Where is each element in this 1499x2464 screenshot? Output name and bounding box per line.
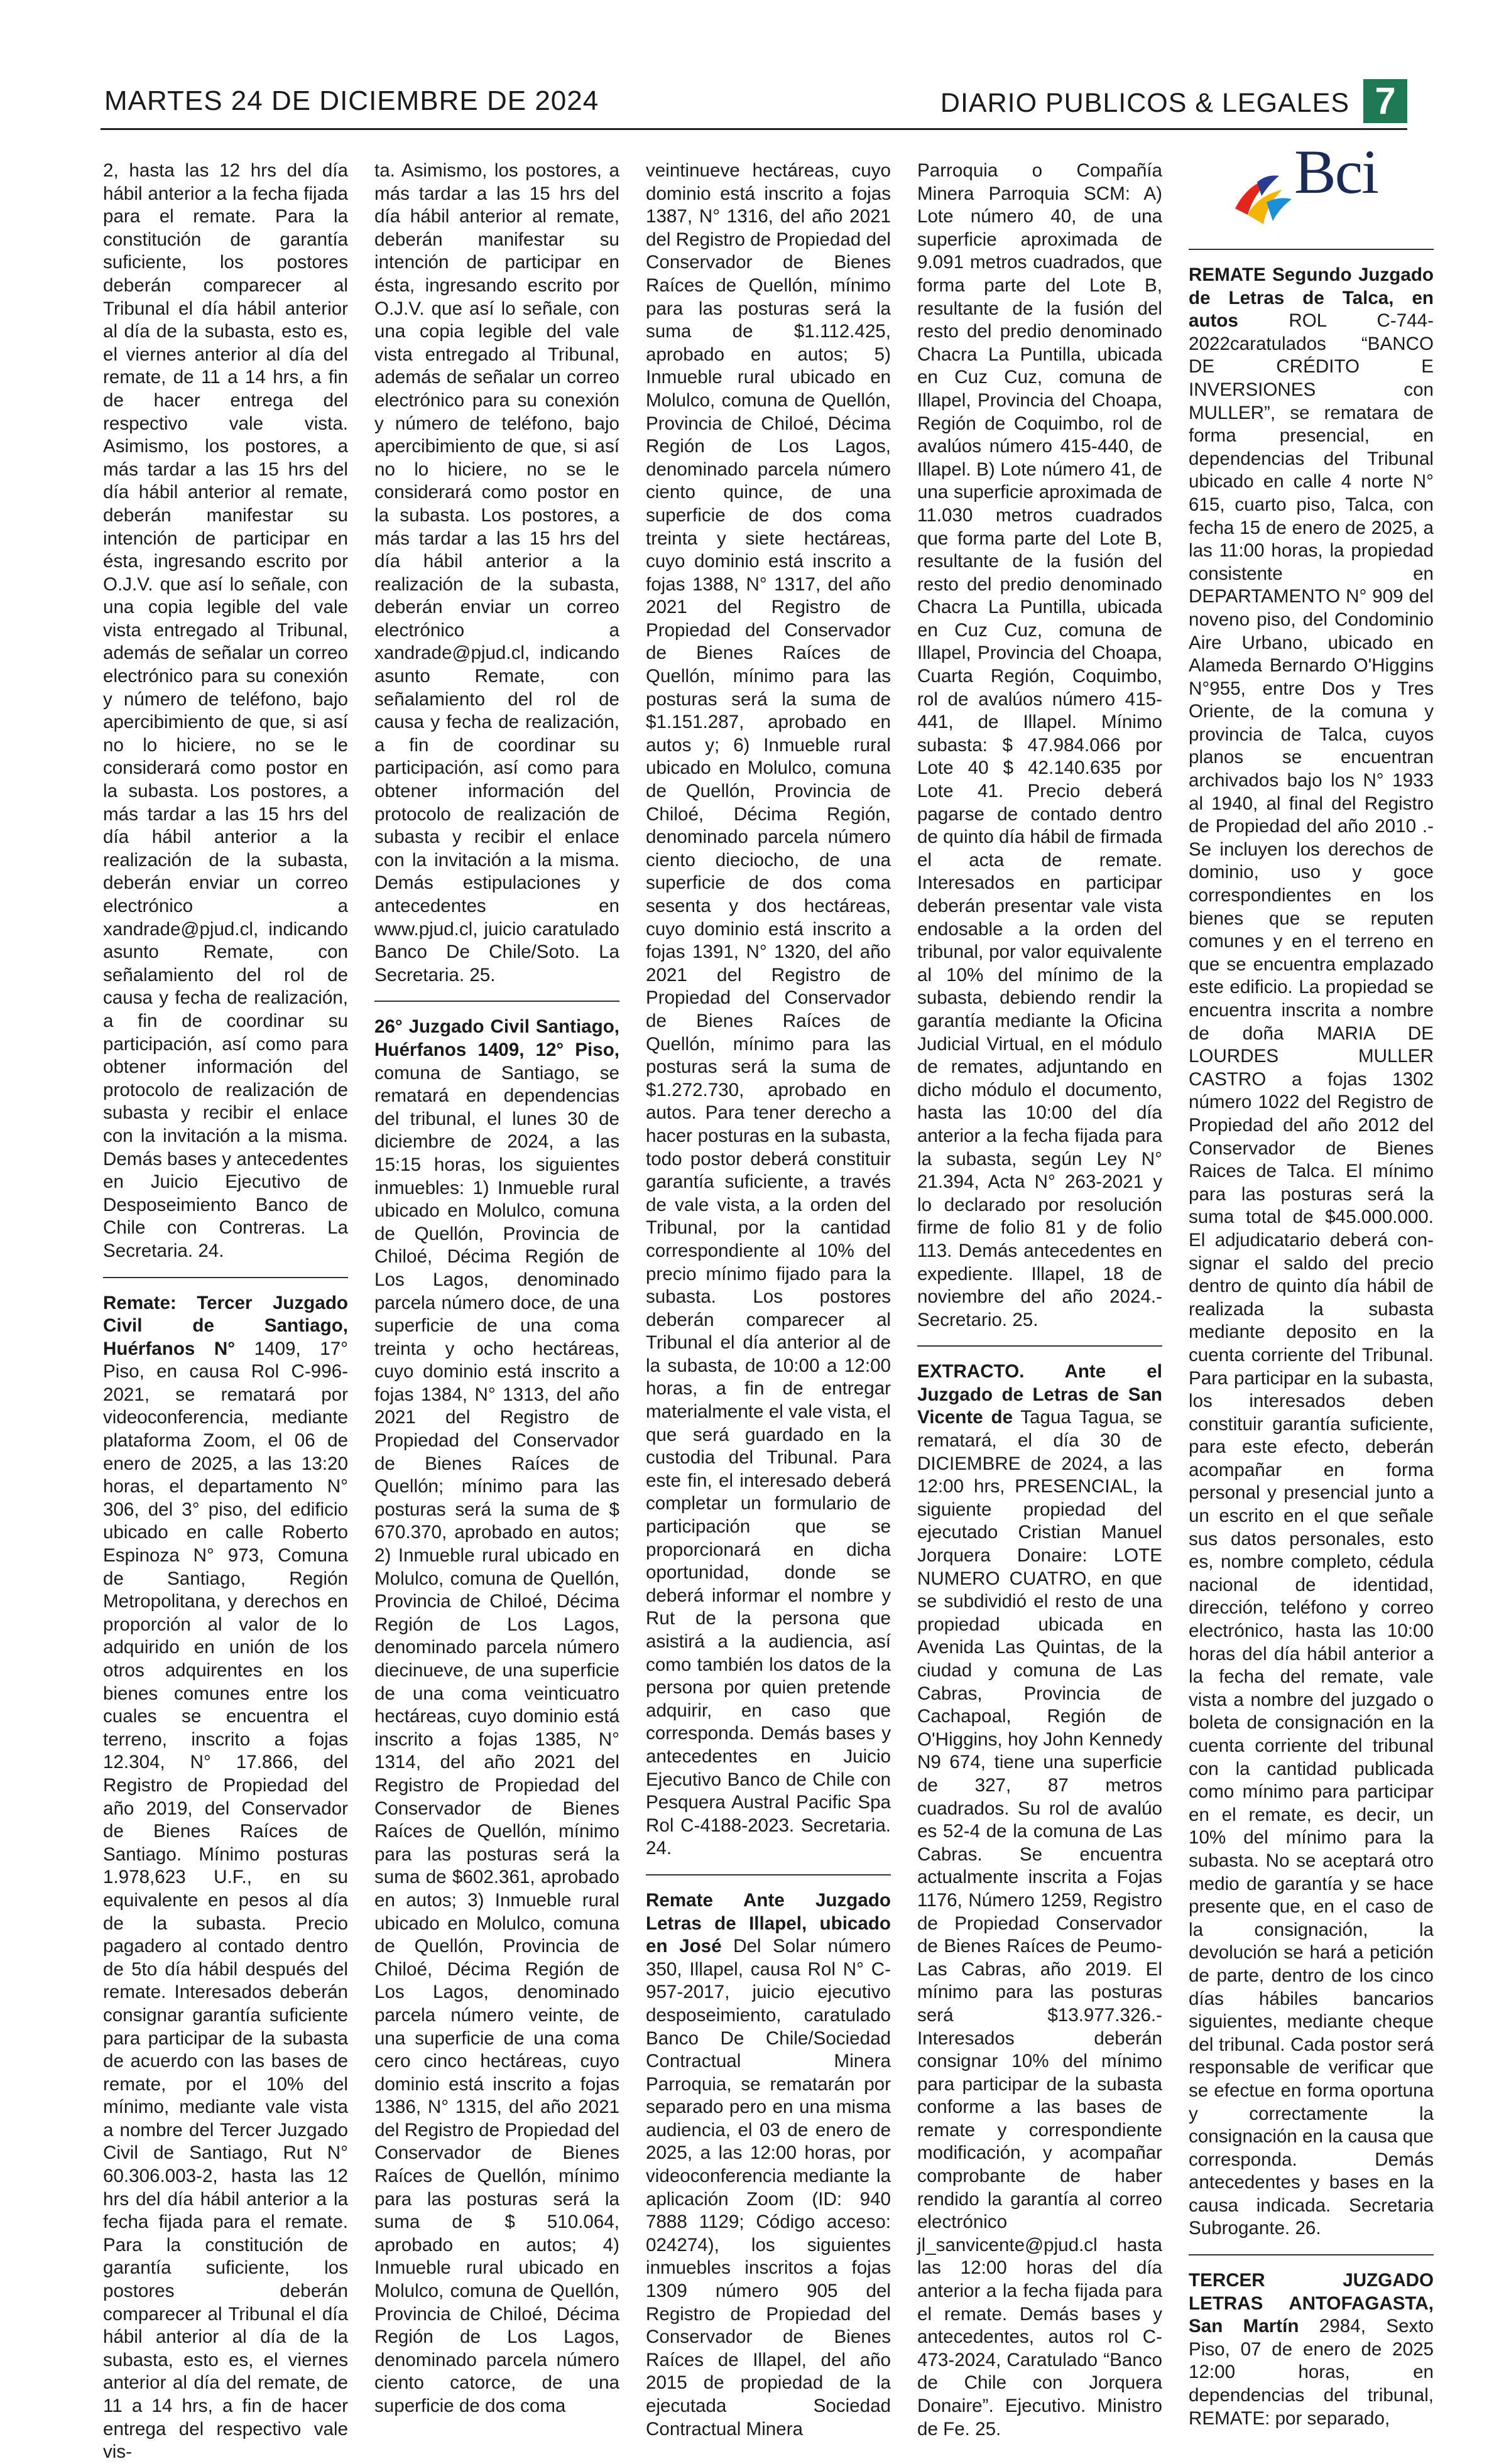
- notice-heading: Remate Ante Juzgado Letras de Illapel, ubicado en José: [646, 1889, 891, 1957]
- column-3: [646, 160, 891, 2441]
- notice-juzgado-illapel: [646, 1889, 891, 2441]
- notice-divider: [917, 1345, 1162, 1347]
- column-5: [1189, 137, 1434, 2430]
- notice-san-vicente: [917, 1360, 1162, 2441]
- notice-continued: Parroquia o Compañía Minera Parroquia SCM: A) Lote número 40, de una superficie aproximada de 9.091 metros cuadrados, que forma parte del Lote B, resultante de la fusión del resto del predio denominado Chacra La Puntilla, ubicada en Cuz Cuz, comuna de Illapel, Provincia del Choapa, Región de Coquimbo, rol de avalúos número 415-440, de Illapel. B) Lote número 41, de una superficie aproximada de 11.030 metros cuadrados que forma parte del Lote B, resultante de la fusión del resto del predio denominado Chacra La Puntilla, ubicada en Cuz Cuz, comuna de Illapel, Provincia del Choapa, Cuarta Región, Coquimbo, rol de avalúos número 415-441, de Illapel. Mínimo subasta: $ 47.984.066 por Lote 40 $ 42.140.635 por Lote 41. Precio deberá pagarse de contado dentro de quinto día hábil de firmada el acta de remate. Interesados en participar deberán presentar vale vista endosable a la orden del tribunal, por valor equivalente al 10% del mínimo de la subasta, debiendo rendir la garantía mediante la Oficina Judicial Virtual, en el módulo de remates, adjuntando en dicho módulo el documento, hasta las 10:00 del día anterior a la fecha fijada para la subasta, según Ley N° 21.394, Acta N° 263-2021 y lo declarado por resolución firme de folio 81 y de folio 113. Demás antecedentes en expediente. Illapel, 18 de noviembre del año 2024.- Secretario. 25.: [917, 160, 1162, 1330]
- notice-body: comuna de Santiago, se rematará en dependencias del tribunal, el lunes 30 de diciembre de 2024, a las 15:15 horas, los siguientes inmuebles: 1) Inmueble rural ubicado en Molulco, comuna de Quellón, Provincia de Chiloé, Décima Región de Los Lagos, denominado parcela número doce, de una superficie de una coma treinta y ocho hectáreas, cuyo dominio está inscrito a fojas 1384, N° 1313, del año 2021 del Registro de Propiedad del Conservador de Bienes Raíces de Quellón; mínimo para las posturas será la suma de $ 670.370, aprobado en autos; 2) Inmueble rural ubicado en Molulco, comuna de Quellón, Provincia de Chiloé, Décima Región de Los Lagos, denominado parcela número diecinueve, de una superficie de una coma veinticuatro hectáreas, cuyo dominio está inscrito a fojas 1385, N° 1314, del año 2021 del Registro de Propiedad del Conservador de Bienes Raíces de Quellón, mínimo para las posturas será la suma de $602.361, aprobado en autos; 3) Inmueble rural ubicado en Molulco, comuna de Quellón, Provincia de Chiloé, Décima Región de Los Lagos, denominado parcela número veinte, de una superficie de una coma cero cinco hectáreas, cuyo dominio está inscrito a fojas 1386, N° 1315, del año 2021 del Registro de Propiedad del Conservador de Bienes Raíces de Quellón, mínimo para las posturas será la suma de $ 510.064, aprobado en autos; 4) Inmueble rural ubicado en Molulco, comuna de Quellón, Provincia de Chiloé, Décima Región de Los Lagos, denominado parcela número ciento catorce, de una superficie de dos coma: [374, 1062, 619, 2416]
- page-number: 7: [1363, 79, 1407, 123]
- notice-heading: TERCER JUZGADO LETRAS ANTOFAGASTA, San Martín: [1189, 2270, 1434, 2337]
- bci-logo: [1189, 137, 1434, 235]
- notice-tercer-juzgado-antofagasta: [1189, 2269, 1434, 2430]
- notice-heading: Remate: Tercer Juzgado Civil de Santiago, Huérfanos N°: [103, 1292, 348, 1359]
- publication-name: DIARIO PUBLICOS & LEGALES: [940, 88, 1349, 118]
- notice-body: ROL C-744-2022caratulados “BANCO DE CRÉDITO E INVERSIONES con MULLER”, se rematara de forma presencial, en dependencias del Tribunal ubicado en calle 4 norte N° 615, cuarto piso, Talca, con fecha 15 de enero de 2025, a las 11:00 horas, la propiedad consistente en DEPARTAMENTO N° 909 del noveno piso, del Condominio Aire Urbano, ubicado en Alameda Bernardo O'Higgins N°955, entre Dos y Tres Oriente, de la comuna y provincia de Talca, cuyos planos se encuentran archivados bajo los N° 1933 al 1940, al final del Registro de Propiedad del año 2010 .- Se incluyen los derechos de dominio, uso y goce correspondientes en los bienes que se reputen comunes y en el terreno en que se encuentra emplazado este edificio. La propiedad se encuentra inscrita a nombre de doña MARIA DE LOURDES MULLER CASTRO a fojas 1302 número 1022 del Registro de Propiedad del año 2012 del Conservador de Bienes Raices de Talca. El mínimo para las posturas será la suma total de $45.000.000. El adjudicatario deberá con- signar el saldo del precio dentro de quinto día hábil de realizada la subasta mediante deposito en la cuenta corriente del Tribunal. Para participar en la subasta, los interesados deben constituir garantía suficiente, para este efecto, deberán acompañar en forma personal y presencial junto a un escrito en el que señale sus datos personales, esto es, nombre completo, cédula nacional de identidad, dirección, teléfono y correo electrónico, hasta las 10:00 horas del día hábil anterior a la fecha del remate, vale vista a nombre del juzgado o boleta de consignación en la cuenta corriente del tribunal con la cantidad publicada como mínimo para participar en el remate, es decir, un 10% del mínimo para la subasta. No se aceptará otro medio de garantía y se hace presente que, en el caso de la consignación, la devolución se hará a petición de parte, dentro de los cinco días hábiles bancarios siguientes, mediante cheque del tribunal. Cada postor será responsable de verificar que se efectue en forma oportuna y correctamente la consignación en la causa que corresponda. Demás antecedentes y bases en la causa indicada. Secretaria Subrogante. 26.: [1189, 310, 1434, 2239]
- column-1: [103, 160, 348, 2464]
- notice-heading: REMATE Segundo Juzgado de Letras de Talca, en autos: [1189, 264, 1434, 332]
- notice-continued: ta. Asimismo, los postores, a más tardar a las 15 hrs del día hábil anterior al remate, deberán manifestar su intención de participar en ésta, ingresando escrito por O.J.V. que así lo señale, con una copia legible del vale vista entregado al Tribunal, además de señalar un correo electrónico para su conexión y número de teléfono, bajo apercibimiento de que, si así no lo hiciere, no se le considerará como postor en la subasta. Los postores, a más tardar a las 15 hrs del día hábil anterior a la realización de la subasta, deberán enviar un correo electrónico a xandrade@pjud.cl, indicando asunto Remate, con señalamiento del rol de causa y fecha de realización, a fin de coordinar su participación, así como para obtener información del protocolo de realización de subasta y recibir el enlace con la invitación a la misma. Demás estipulaciones y antecedentes en www.pjud.cl, juicio caratulado Banco De Chile/Soto. La Secretaria. 25.: [374, 160, 619, 985]
- notice-divider: [374, 1001, 619, 1002]
- notice-divider: [103, 1277, 348, 1278]
- notice-tercer-juzgado-santiago: [103, 1292, 348, 2464]
- notice-divider: [646, 1874, 891, 1875]
- bci-logo-text: Bci: [1294, 137, 1378, 207]
- bci-logo-mark-icon: [1229, 171, 1298, 229]
- notice-divider: [1189, 249, 1434, 250]
- notice-segundo-juzgado-talca: [1189, 264, 1434, 2240]
- header-rule: [101, 128, 1407, 130]
- column-4: [917, 160, 1162, 2441]
- notice-continued: 2, hasta las 12 hrs del día hábil anterior a la fecha fijada para el remate. Para la constitución de garantía suficiente, los postores deberán comparecer al Tribunal el día hábil anterior al día de la subasta, esto es, el viernes anterior al día del remate, de 11 a 14 hrs, a fin de hacer entrega del respectivo vale vista. Asimismo, los postores, a más tardar a las 15 hrs del día hábil anterior al remate, deberán manifestar su intención de participar en ésta, ingresando escrito por O.J.V. que así lo señale, con una copia legible del vale vista entregado al Tribunal, además de señalar un correo electrónico para su conexión y número de teléfono, bajo apercibimiento de que, si así no lo hiciere, no se le considerará como postor en la subasta. Los postores, a más tardar a las 15 hrs del día hábil anterior a la realización de la subasta, deberán enviar un correo electrónico a xandrade@pjud.cl, indicando asunto Remate, con señalamiento del rol de causa y fecha de realización, a fin de coordinar su participación, así como para obtener información del protocolo de realización de subasta y recibir el enlace con la invitación a la misma. Demás bases y antecedentes en Juicio Ejecutivo de Desposeimiento Banco de Chile con Contreras. La Secretaria. 24.: [103, 160, 348, 1261]
- column-2: [374, 160, 619, 2418]
- issue-date: MARTES 24 DE DICIEMBRE DE 2024: [104, 85, 599, 116]
- notice-heading: 26° Juzgado Civil Santiago, Huérfanos 1409, 12° Piso,: [374, 1016, 619, 1060]
- notice-body: 2984, Sexto Piso, 07 de enero de 2025 12:00 horas, en dependencias del tribunal, REMATE: por separado,: [1189, 2316, 1434, 2429]
- notice-body: Tagua Tagua, se rematará, el día 30 de DICIEMBRE de 2024, a las 12:00 hrs, PRESENCIAL, la siguiente propiedad del ejecutado Cristian Manuel Jorquera Donaire: LOTE NUMERO CUATRO, en que se subdividió el resto de una propiedad ubicada en Avenida Las Quintas, de la ciudad y comuna de Las Cabras, Provincia de Cachapoal, Región de O'Higgins, hoy John Kennedy N9 674, tiene una superficie de 327, 87 metros cuadrados. Su rol de avalúo es 52-4 de la comuna de Las Cabras. Se encuentra actualmente inscrita a Fojas 1176, Número 1259, Registro de Propiedad Conservador de Bienes Raíces de Peumo-Las Cabras, año 2019. El mínimo para las posturas será $13.977.326.- Interesados deberán consignar 10% del mínimo para participar de la subasta conforme a las bases de remate y correspondiente modificación, y acompañar comprobante de haber rendido la garantía al correo electrónico jl_sanvicente@pjud.cl hasta las 12:00 horas del día anterior a la fecha fijada para el remate. Demás bases y antecedentes, autos rol C-473-2024, Caratulado “Banco de Chile con Jorquera Donaire”. Ejecutivo. Ministro de Fe. 25.: [917, 1407, 1162, 2440]
- notice-divider: [1189, 2254, 1434, 2255]
- masthead: [101, 77, 1407, 127]
- notice-26-juzgado-santiago: [374, 1016, 619, 2418]
- notice-body: 1409, 17° Piso, en causa Rol C-996-2021, se rematará por videoconferencia, mediante plataforma Zoom, el 06 de enero de 2025, a las 13:20 horas, el departamento N° 306, del 3° piso, del edificio ubicado en calle Roberto Espinoza N° 973, Comuna de Santiago, Región Metropolitana, y derechos en proporción al valor de lo adquirido en unión de los otros adquirentes en los bienes comunes entre los cuales se encuentra el terreno, inscrito a fojas 12.304, N° 17.866, del Registro de Propiedad del año 2019, del Conservador de Bienes Raíces de Santiago. Mínimo posturas 1.978,623 U.F., en su equivalente en pesos al día de la subasta. Precio pagadero al contado dentro de 5to día hábil después del remate. Interesados deberán consignar garantía suficiente para participar de la subasta de acuerdo con las bases de remate, por el 10% del mínimo, mediante vale vista a nombre del Tercer Juzgado Civil de Santiago, Rut N° 60.306.003-2, hasta las 12 hrs del día hábil anterior a la fecha fijada para el remate. Para la constitución de garantía suficiente, los postores deberán comparecer al Tribunal el día hábil anterior al día de la subasta, esto es, el viernes anterior al día del remate, de 11 a 14 hrs, a fin de hacer entrega del respectivo vale vis-: [103, 1338, 348, 2463]
- notice-body: Del Solar número 350, Illapel, causa Rol N° C-957-2017, juicio ejecutivo desposeimiento, caratulado Banco De Chile/Sociedad Contractual Minera Parroquia, se rematarán por separado pero en una misma audiencia, el 03 de enero de 2025, a las 12:00 horas, por videoconferencia mediante la aplicación Zoom (ID: 940 7888 1129; Código acceso: 024274), los siguientes inmuebles inscritos a fojas 1309 número 905 del Registro de Propiedad del Conservador de Bienes Raíces de Illapel, del año 2015 de propiedad de la ejecutada Sociedad Contractual Minera: [646, 1936, 891, 2440]
- notice-continued: veintinueve hectáreas, cuyo dominio está inscrito a fojas 1387, N° 1316, del año 2021 del Registro de Propiedad del Conservador de Bienes Raíces de Quellón, mínimo para las posturas será la suma de $1.112.425, aprobado en autos; 5) Inmueble rural ubicado en Molulco, comuna de Quellón, Provincia de Chiloé, Décima Región de Los Lagos, denominado parcela número ciento quince, de una superficie de dos coma treinta y siete hectáreas, cuyo dominio está inscrito a fojas 1388, N° 1317, del año 2021 del Registro de Propiedad del Conservador de Bienes Raíces de Quellón, mínimo para las posturas será la suma de $1.151.287, aprobado en autos y; 6) Inmueble rural ubicado en Molulco, comuna de Quellón, Provincia de Chiloé, Décima Región, denominado parcela número ciento dieciocho, de una superficie de dos coma sesenta y dos hectáreas, cuyo dominio está inscrito a fojas 1391, N° 1320, del año 2021 del Registro de Propiedad del Conservador de Bienes Raíces de Quellón, mínimo para las posturas será la suma de $1.272.730, aprobado en autos. Para tener derecho a hacer posturas en la subasta, todo postor deberá constituir garantía suficiente, a través de vale vista, a la orden del Tribunal, por la cantidad correspondiente al 10% del precio mínimo fijado para la subasta. Los postores deberán comparecer al Tribunal el día anterior al de la subasta, de 10:00 a 12:00 horas, a fin de entregar materialmente el vale vista, el que será guardado en la custodia del Tribunal. Para este fin, el interesado deberá completar un formulario de participación que se proporcionará en dicha oportunidad, donde se deberá informar el nombre y Rut de la persona que asistirá a la audiencia, así como también los datos de la persona por quien pretende adquirir, en caso que corresponda. Demás bases y antecedentes en Juicio Ejecutivo Banco de Chile con Pesquera Austral Pacific Spa Rol C-4188-2023. Secretaria. 24.: [646, 160, 891, 1859]
- notice-heading: EXTRACTO. Ante el Juzgado de Letras de San Vicente de: [917, 1361, 1162, 1428]
